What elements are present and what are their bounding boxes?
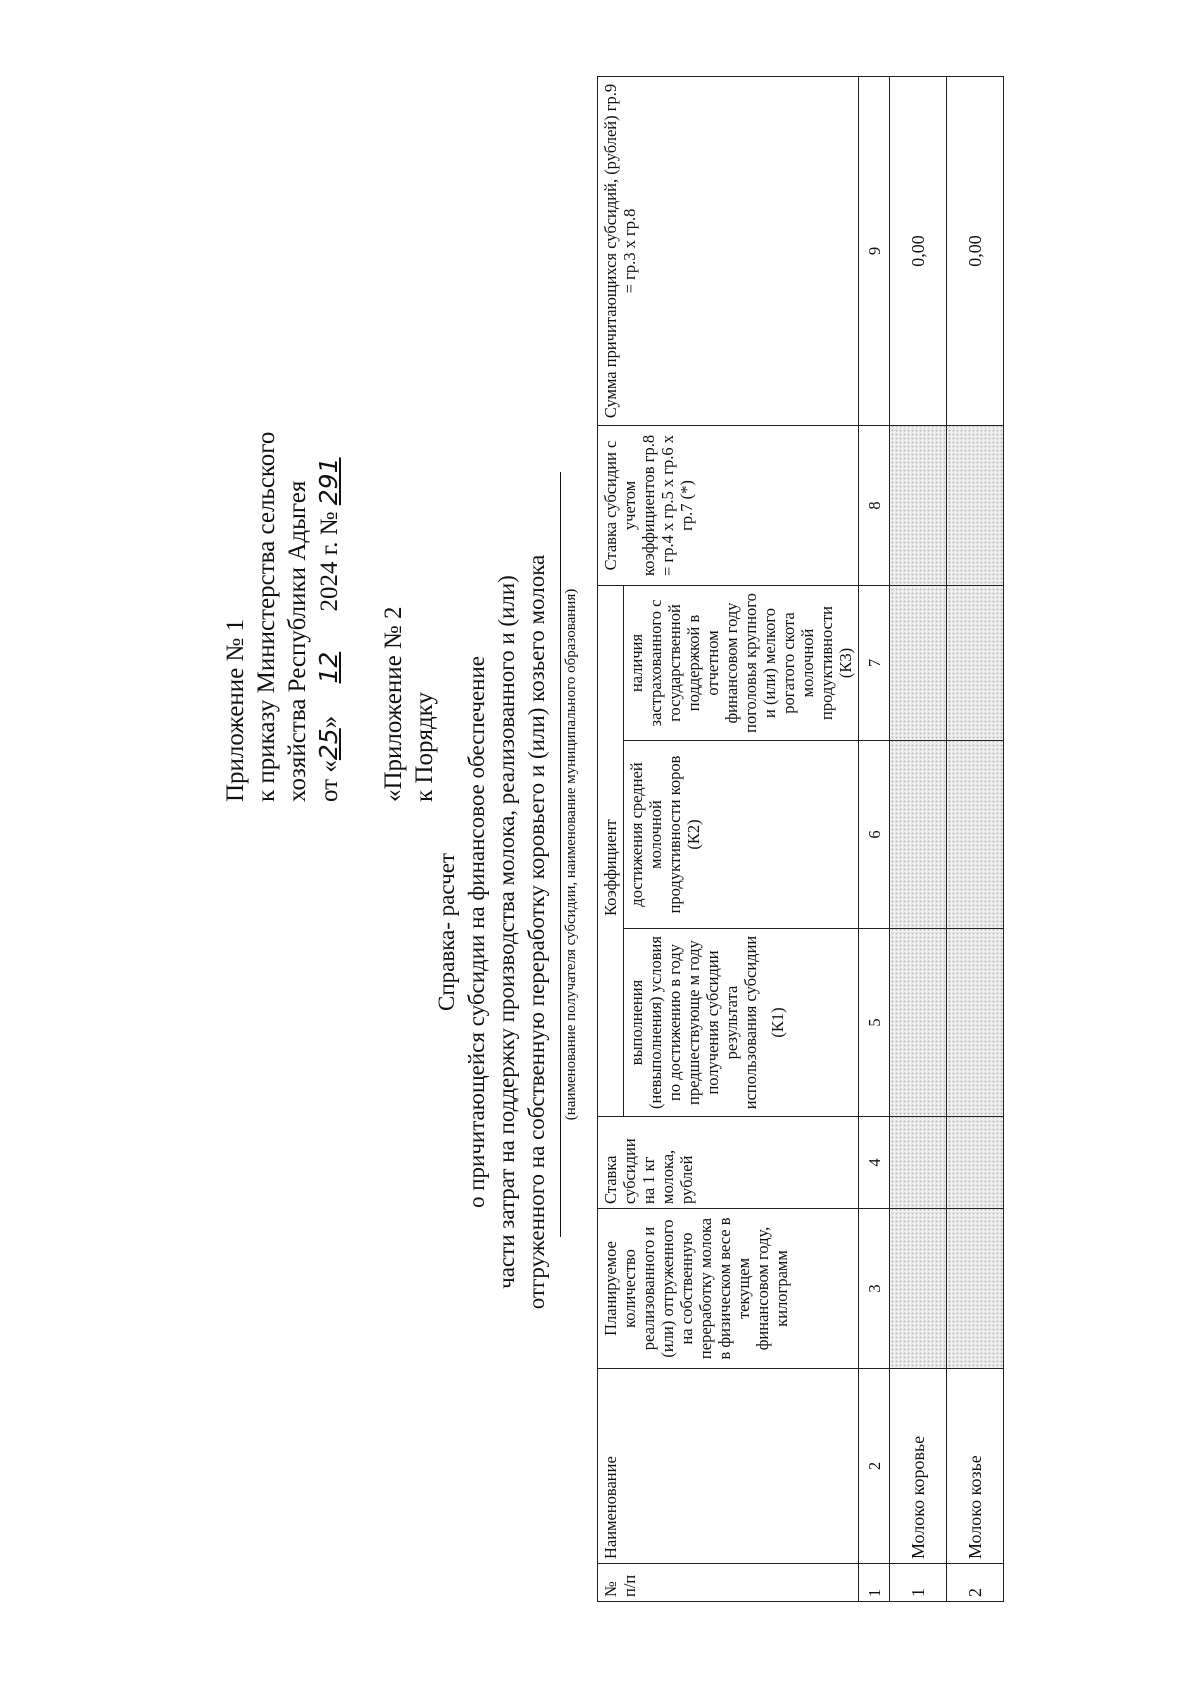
title-line-4: отгруженного на собственную переработку коровьего и (или) козьего молока: [524, 554, 549, 1310]
document-title: [432, 432, 552, 1432]
column-number: 2: [859, 1369, 890, 1564]
header-adjusted-rate: Ставка субсидии с учетом коэффициентов гр.8 = гр.4 х гр.5 х гр.6 х гр.7 (*): [598, 425, 859, 585]
row-name: Молоко коровье: [890, 1369, 947, 1564]
order-line-2: хозяйства Республики Адыгея: [284, 480, 311, 802]
row-planned-quantity-cell: [947, 1209, 1004, 1369]
row-adjusted-rate-cell: [890, 425, 947, 585]
title-line-3: части затрат на поддержку производства молока, реализованного и (или): [494, 575, 519, 1289]
header-planned-quantity: Планируемое количество реализованного и (или) отгруженного на собственную переработку молока в физическом весе в текущем финансовом году, килограмм: [598, 1209, 859, 1369]
row-number: 1: [890, 1564, 947, 1602]
column-number: 3: [859, 1209, 890, 1369]
row-k1-cell: [890, 929, 947, 1117]
row-k3-cell: [947, 585, 1004, 740]
date-mid: »: [316, 715, 343, 729]
recipient-blank-line: [560, 472, 561, 1237]
order-date-line: [313, 432, 345, 802]
sub-appendix-to: к Порядку: [411, 692, 438, 802]
header-k1: [624, 929, 859, 1117]
subsidy-table: [597, 76, 1004, 1602]
sub-appendix-header: [378, 606, 440, 802]
table-row: [890, 76, 947, 1601]
header-row-1: [598, 76, 624, 1601]
table-row: [947, 76, 1004, 1601]
date-prefix: от «: [316, 760, 343, 802]
row-adjusted-rate-cell: [947, 425, 1004, 585]
date-year-prefix: 2024 г. №: [316, 511, 343, 612]
row-subsidy-rate-cell: [947, 1117, 1004, 1209]
row-name: Молоко козье: [947, 1369, 1004, 1564]
column-number: 1: [859, 1564, 890, 1602]
column-number: 9: [859, 76, 890, 425]
title-line-2: о причитающейся субсидии на финансовое обеспечение: [464, 656, 489, 1209]
row-number: 2: [947, 1564, 1004, 1602]
row-subsidy-rate-cell: [890, 1117, 947, 1209]
column-number: 6: [859, 741, 890, 929]
row-k2-cell: [947, 741, 1004, 929]
appendix-title: Приложение № 1: [222, 618, 249, 802]
order-line-1: к приказу Министерства сельского: [253, 431, 280, 802]
header-k1-code: (К1): [768, 1007, 787, 1038]
row-sum: 0,00: [947, 76, 1004, 425]
row-k2-cell: [890, 741, 947, 929]
column-numbers-row: [859, 76, 890, 1601]
row-k3-cell: [890, 585, 947, 740]
header-row-number: № п/п: [598, 1564, 859, 1602]
recipient-caption: (наименование получателя субсидии, наименование муниципального образования): [563, 588, 579, 1121]
column-number: 5: [859, 929, 890, 1117]
row-sum: 0,00: [890, 76, 947, 425]
header-coefficient-group: Коэффициент: [598, 585, 624, 1116]
order-number: 291: [314, 457, 343, 506]
header-k2: достижения средней молочной продуктивности коров (К2): [624, 741, 859, 929]
header-subsidy-rate: Ставка субсидии на 1 кг молока, рублей: [598, 1117, 859, 1209]
document-page: [60, 52, 1140, 1632]
date-month: 12: [314, 651, 343, 684]
sub-appendix-title: «Приложение № 2: [380, 606, 407, 802]
row-planned-quantity-cell: [890, 1209, 947, 1369]
header-k1-text: выполнения (невыполнения) условия по достижению в году предшествующе м году получения субсидии результата использования субсидии: [627, 935, 760, 1110]
header-subsidy-sum: Сумма причитающихся субсидий, (рублей) гр.9 = гр.3 х гр.8: [598, 76, 859, 425]
title-line-1: Справка- расчет: [434, 853, 459, 1011]
header-name: Наименование: [598, 1369, 859, 1564]
header-k3: наличия застрахованного с государственной поддержкой в отчетном финансовом году поголовья крупного и (или) мелкого рогатого скота молочной продуктивности (К3): [624, 585, 859, 740]
column-number: 7: [859, 585, 890, 740]
date-day: 25: [314, 728, 343, 761]
row-k1-cell: [947, 929, 1004, 1117]
appendix-header: [220, 432, 345, 802]
column-number: 4: [859, 1117, 890, 1209]
column-number: 8: [859, 425, 890, 585]
